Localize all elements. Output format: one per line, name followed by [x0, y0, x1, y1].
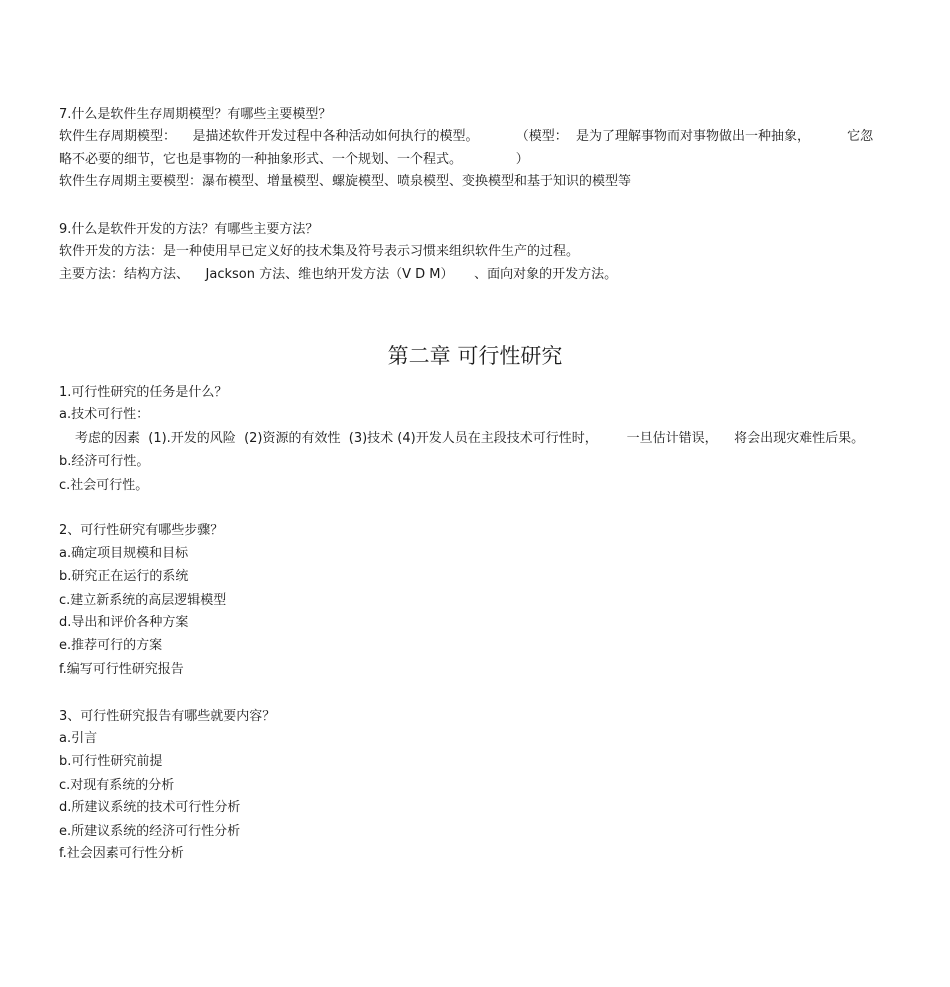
q7-answer-line-1: 软件生存周期模型： 是描述软件开发过程中各种活动如何执行的模型。 （模型： 是为了理解事物而对事物做出一种抽象， 它忽: [59, 129, 874, 144]
list-item: e.所建议系统的经济可行性分析: [59, 824, 241, 839]
ch2-q1-item-c: c.社会可行性。: [59, 478, 149, 493]
list-item: b.可行性研究前提: [59, 754, 163, 769]
ch2-q2-question: 2、可行性研究有哪些步骤？: [59, 523, 224, 538]
list-item: f.编写可行性研究报告: [59, 662, 184, 677]
q7-answer-line-3: 软件生存周期主要模型：瀑布模型、增量模型、螺旋模型、喷泉模型、变换模型和基于知识的模型等: [59, 174, 632, 189]
list-item: d.导出和评价各种方案: [59, 615, 189, 630]
ch2-q3-question: 3、可行性研究报告有哪些就要内容？: [59, 709, 276, 724]
list-item: c.建立新系统的高层逻辑模型: [59, 593, 227, 608]
ch2-q1-item-b: b.经济可行性。: [59, 454, 150, 469]
chapter-title: 第二章 可行性研究: [387, 344, 563, 368]
list-item: f.社会因素可行性分析: [59, 846, 184, 861]
list-item: e.推荐可行的方案: [59, 638, 163, 653]
ch2-q1-question: 1.可行性研究的任务是什么？: [59, 385, 228, 400]
q9-answer-line-2: 主要方法：结构方法、 Jackson 方法、维也纳开发方法（V D M） 、面向对象的开发方法。: [59, 267, 618, 282]
list-item: b.研究正在运行的系统: [59, 569, 189, 584]
ch2-q1-item-a: a.技术可行性：: [59, 407, 150, 422]
q7-answer-line-2: 略不必要的细节，它也是事物的一种抽象形式、一个规划、一个程式。 ）: [59, 152, 529, 167]
q7-question: 7.什么是软件生存周期模型？有哪些主要模型？: [59, 107, 332, 122]
list-item: c.对现有系统的分析: [59, 778, 175, 793]
q9-question: 9.什么是软件开发的方法？有哪些主要方法？: [59, 222, 319, 237]
q9-answer-line-1: 软件开发的方法：是一种使用早已定义好的技术集及符号表示习惯来组织软件生产的过程。: [59, 244, 580, 259]
list-item: a.确定项目规模和目标: [59, 546, 189, 561]
list-item: d.所建议系统的技术可行性分析: [59, 800, 241, 815]
list-item: a.引言: [59, 731, 98, 746]
ch2-q1-item-a-detail: 考虑的因素 (1).开发的风险 (2)资源的有效性 (3)技术 (4)开发人员在主段技术可行性时， 一旦估计错误， 将会出现灾难性后果。: [75, 431, 865, 446]
